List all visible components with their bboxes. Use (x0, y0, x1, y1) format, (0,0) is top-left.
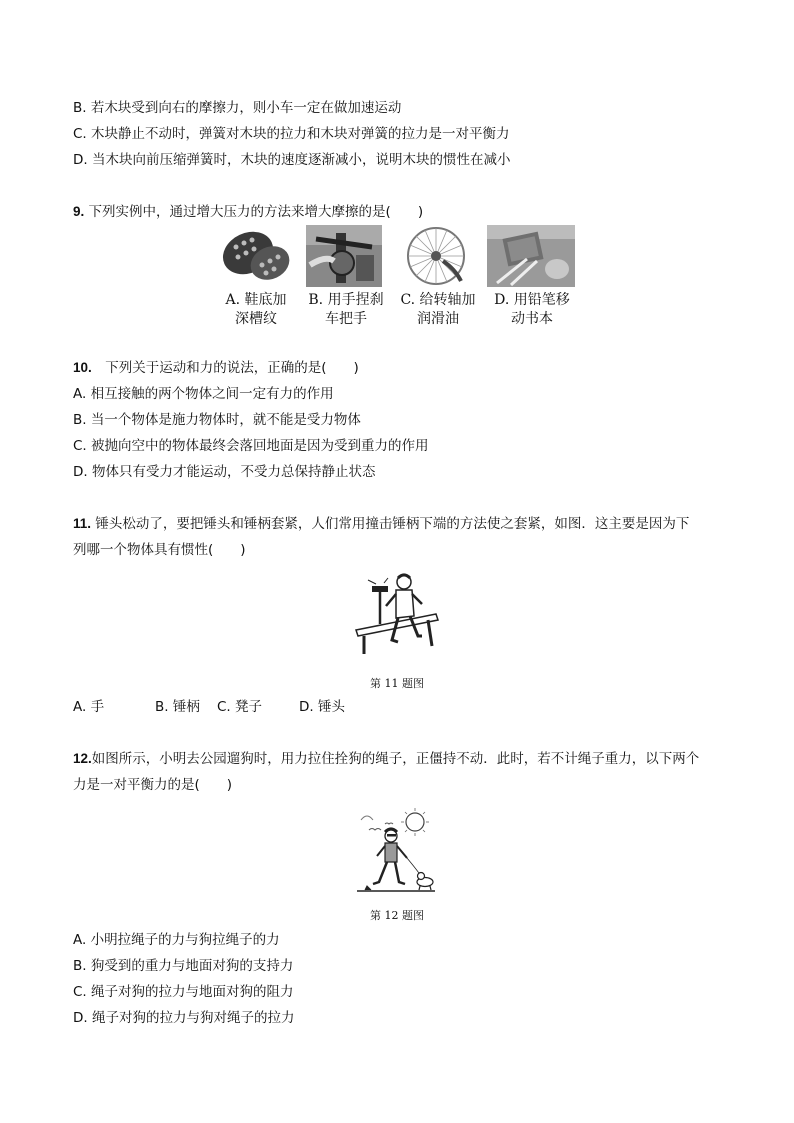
q9-option-c-line2: 润滑油 (417, 311, 459, 327)
wheel-axle-photo (403, 225, 469, 287)
q10-option-d: D. 物体只有受力才能运动，不受力总保持静止状态 (73, 464, 376, 480)
q9-number: 9. (73, 204, 85, 219)
q9-option-a (212, 291, 300, 329)
q9-option-d-line1: D. 用铅笔移 (494, 292, 570, 308)
q10-stem (73, 359, 359, 377)
pencils-book-photo (487, 225, 575, 287)
bicycle-brake-photo (306, 225, 382, 287)
q9-option-d (484, 291, 580, 329)
q12-option-c: C. 绳子对狗的拉力与地面对狗的阻力 (73, 984, 294, 1000)
q10-option-b: B. 当一个物体是施力物体时，就不能是受力物体 (73, 412, 361, 428)
q12-option-b: B. 狗受到的重力与地面对狗的支持力 (73, 958, 294, 974)
q9-option-b-line1: B. 用手捏刹 (308, 292, 384, 308)
q11-option-c: C. 凳子 (217, 699, 263, 715)
q11-option-b: B. 锤柄 (155, 699, 200, 715)
q11-stem-line2: 列哪一个物体具有惯性( ) (73, 542, 246, 558)
q9-option-a-line2: 深槽纹 (235, 311, 277, 327)
q9-option-b-line2: 车把手 (325, 311, 367, 327)
q9-stem (73, 203, 423, 221)
q9-option-a-line1: A. 鞋底加 (225, 292, 287, 308)
q11-option-a: A. 手 (73, 699, 105, 715)
q9-stem-text: 下列实例中，通过增大压力的方法来增大摩擦的是( ) (84, 204, 424, 220)
boy-walking-dog-illustration (357, 806, 435, 892)
q9-option-b (298, 291, 394, 329)
q12-stem-line2: 力是一对平衡力的是( ) (73, 777, 233, 793)
q12-stem-text: 如图所示，小明去公园遛狗时，用力拉住拴狗的绳子，正僵持不动．此时，若不计绳子重力，以下两个 (91, 751, 700, 767)
q11-number: 11. (73, 516, 92, 531)
q11-stem-text: 锤头松动了，要把锤头和锤柄套紧，人们常用撞击锤柄下端的方法使之套紧，如图．这主要是因为下 (91, 516, 690, 532)
q12-stem-line1 (73, 750, 699, 768)
q8-option-c: C. 木块静止不动时，弹簧对木块的拉力和木块对弹簧的拉力是一对平衡力 (73, 126, 510, 142)
shoe-sole-photo (218, 225, 294, 287)
q9-option-d-line2: 动书本 (511, 311, 553, 327)
q11-figure-caption: 第 11 题图 (370, 677, 424, 690)
q10-option-a: A. 相互接触的两个物体之间一定有力的作用 (73, 386, 334, 402)
q8-option-d: D. 当木块向前压缩弹簧时，木块的速度逐渐减小，说明木块的惯性在减小 (73, 152, 511, 168)
q9-option-c (390, 291, 486, 329)
q8-option-b: B. 若木块受到向右的摩擦力，则小车一定在做加速运动 (73, 100, 402, 116)
q10-number: 10. (73, 360, 92, 375)
q11-options (73, 698, 345, 716)
hammer-bench-illustration (352, 570, 440, 658)
q12-figure-caption: 第 12 题图 (370, 909, 424, 922)
q9-option-c-line1: C. 给转轴加 (400, 292, 476, 308)
q12-option-d: D. 绳子对狗的拉力与狗对绳子的拉力 (73, 1010, 295, 1026)
q12-option-a: A. 小明拉绳子的力与狗拉绳子的力 (73, 932, 280, 948)
q11-option-d: D. 锤头 (299, 699, 345, 715)
q11-stem-line1 (73, 515, 689, 533)
q10-option-c: C. 被抛向空中的物体最终会落回地面是因为受到重力的作用 (73, 438, 429, 454)
q12-number: 12. (73, 751, 92, 766)
q10-stem-text: 下列关于运动和力的说法，正确的是( ) (91, 360, 359, 376)
